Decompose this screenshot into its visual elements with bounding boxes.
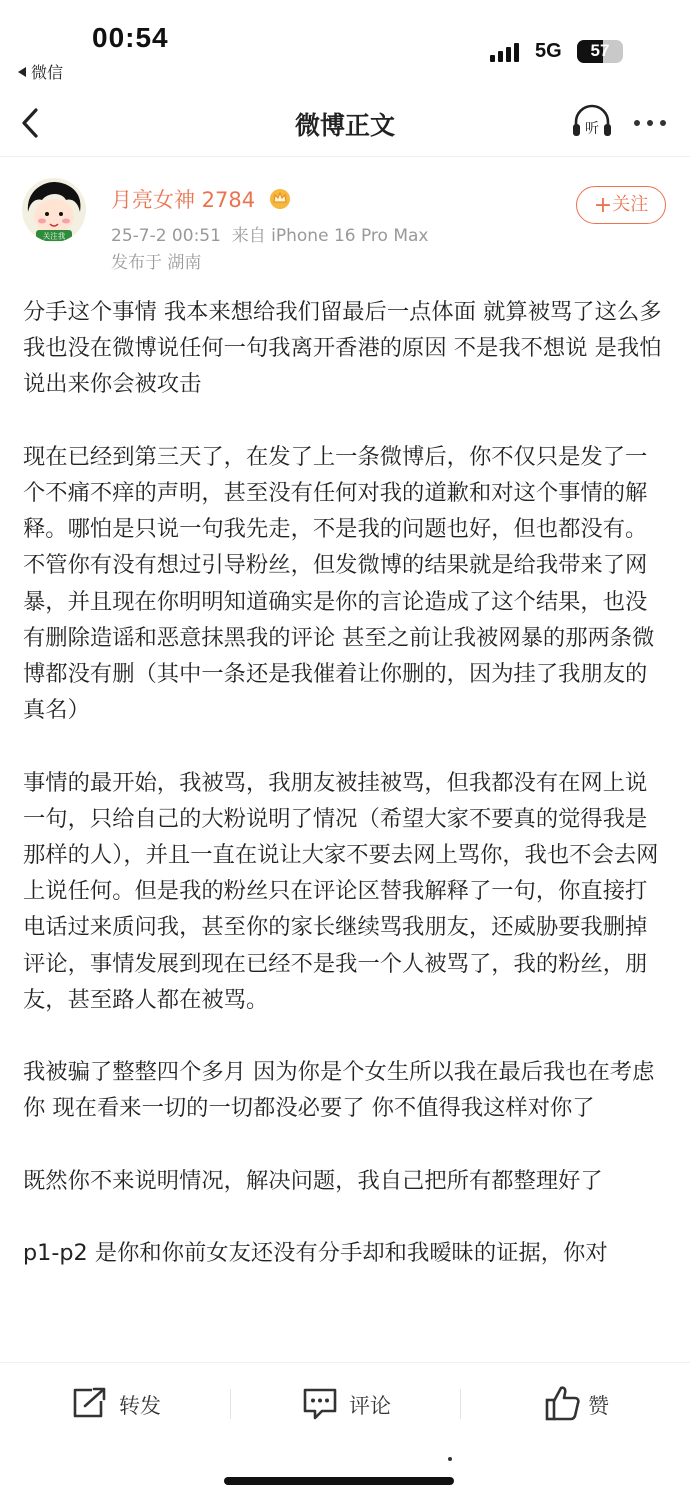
like-button[interactable]	[545, 1381, 625, 1425]
post-meta	[111, 221, 429, 246]
follow-label: 关注	[612, 194, 649, 215]
post-paragraph: 我被骗了整整四个多月 因为你是个女生所以我在最后我也在考虑你 现在看来一切的一切都没必要了 你不值得我这样对你了	[23, 1059, 655, 1122]
post-paragraph: 既然你不来说明情况，解决问题，我自己把所有都整理好了	[23, 1167, 603, 1194]
battery-percent: 57	[590, 41, 610, 60]
listen-label: 听	[585, 121, 599, 137]
more-options-icon[interactable]	[630, 104, 670, 140]
speck	[448, 1457, 452, 1461]
repost-label: 转发	[119, 1394, 161, 1418]
post-paragraph: 分手这个事情 我本来想给我们留最后一点体面 就算被骂了这么多 我也没在微博说任何一句我离开香港的原因 不是我不想说 是我怕说出来你会被攻击	[23, 299, 662, 398]
comment-icon	[302, 1387, 338, 1421]
post-source: 来自 iPhone 16 Pro Max	[231, 226, 429, 246]
status-time: 00:54	[92, 22, 169, 53]
repost-icon	[72, 1387, 108, 1419]
nav-bar	[0, 90, 690, 157]
repost-button[interactable]	[72, 1381, 182, 1425]
back-triangle-icon	[18, 67, 26, 77]
home-indicator[interactable]	[224, 1477, 454, 1485]
battery-icon	[577, 40, 623, 63]
avatar[interactable]	[22, 178, 86, 242]
thumbs-up-icon	[545, 1384, 581, 1422]
post-body	[23, 294, 663, 1366]
back-to-wechat[interactable]	[18, 60, 63, 83]
follow-button[interactable]	[576, 186, 666, 224]
back-app-label: 微信	[31, 63, 64, 82]
post-paragraph: 事情的最开始，我被骂，我朋友被挂被骂，但我都没有在网上说一句，只给自己的大粉说明了情况（希望大家不要真的觉得我是那样的人），并且一直在说让大家不要去网上骂你，我也不会去网上说任何。但是我的粉丝只在评论区替我解释了一句，你直接打电话过来质问我，甚至你的家长继续骂我朋友，还威胁要我删掉评论，事情发展到现在已经不是我一个人被骂了，我的粉丝，朋友，甚至路人都在被骂。	[23, 769, 659, 1013]
signal-icon	[490, 42, 524, 62]
status-bar	[0, 0, 690, 90]
divider	[460, 1389, 461, 1419]
page-title: 微博正文	[294, 111, 395, 140]
comment-label: 评论	[349, 1394, 391, 1418]
like-label: 赞	[588, 1394, 609, 1418]
post-paragraph: p1-p2 是你和你前女友还没有分手却和我暧昧的证据，你对	[23, 1240, 608, 1267]
post-location: 发布于 湖南	[111, 253, 202, 273]
plus-icon: +	[593, 193, 613, 218]
headphones-icon[interactable]	[570, 102, 614, 142]
avatar-badge: 关注我	[42, 231, 66, 241]
comment-button[interactable]	[302, 1381, 412, 1425]
post-datetime: 25-7-2 00:51	[111, 226, 221, 246]
network-type: 5G	[535, 40, 562, 62]
post-paragraph: 现在已经到第三天了，在发了上一条微博后，你不仅只是发了一个不痛不痒的声明，甚至没有任何对我的道歉和对这个事情的解释。哪怕是只说一句我先走，不是我的问题也好，但也都没有。不管你有没有想过引导粉丝，但发微博的结果就是给我带来了网暴，并且现在你明明知道确实是你的言论造成了这个结果，也没有删除造谣和恶意抹黑我的评论 甚至之前让我被网暴的那两条微博都没有删（其中一条还是我催着让你删的，因为挂了我朋友的真名）	[23, 443, 655, 724]
crown-badge-icon	[268, 187, 292, 209]
divider	[230, 1389, 231, 1419]
author-name[interactable]: 月亮女神 2784	[111, 188, 256, 212]
